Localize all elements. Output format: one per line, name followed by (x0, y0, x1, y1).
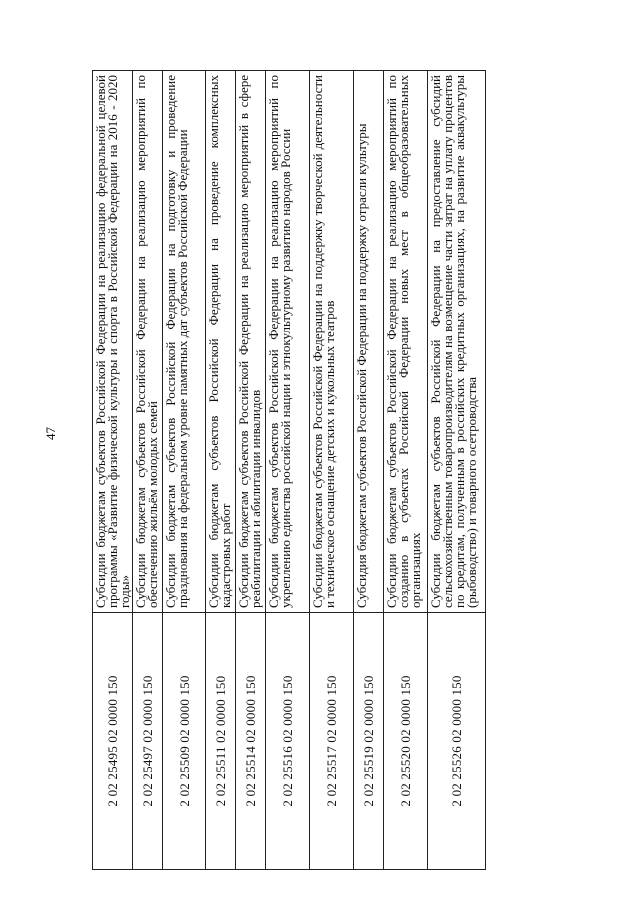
budget-code-cell: 2 02 25517 02 0000 150 (310, 613, 354, 870)
description-cell: Субсидия бюджетам субъектов Российской Федерации на поддержку отрасли культуры (354, 71, 384, 613)
table-row (163, 71, 206, 870)
budget-code-cell: 2 02 25520 02 0000 150 (384, 613, 428, 870)
description-cell: Субсидии бюджетам субъектов Российской Федерации на проведение комплексных кадастровых работ (206, 71, 236, 613)
description-cell: Субсидии бюджетам субъектов Российской Федерации на реализацию мероприятий по созданию в субъектах Российской Федерации новых мест в общеобразовательных организациях (384, 71, 428, 613)
budget-code-cell: 2 02 25511 02 0000 150 (206, 613, 236, 870)
table-row (354, 71, 384, 870)
table-row (93, 71, 133, 870)
table-row (428, 71, 486, 870)
table-row (206, 71, 236, 870)
budget-code-cell: 2 02 25497 02 0000 150 (133, 613, 163, 870)
description-cell: Субсидии бюджетам субъектов Российской Федерации на реализацию мероприятий в сфере реабилитации и абилитации инвалидов (236, 71, 266, 613)
budget-code-cell: 2 02 25509 02 0000 150 (163, 613, 206, 870)
description-cell: Субсидии бюджетам субъектов Российской Федерации на подготовку и проведение празднования на федеральном уровне памятных дат субъектов Российской Федерации (163, 71, 206, 613)
description-cell: Субсидии бюджетам субъектов Российской Федерации на предоставление субсидий сельскохозяйственным товаропроизводителям на возмещение части затрат на уплату процентов по кредитам, полученным в российских кредитных организациях, на развитие аквакультуры (рыбоводство) и товарного осетроводства (428, 71, 486, 613)
table-row (236, 71, 266, 870)
table-row (384, 71, 428, 870)
page-number: 47 (43, 427, 58, 440)
description-cell: Субсидии бюджетам субъектов Российской Федерации на реализацию федеральной целевой программы «Развитие физической культуры и спорта в Российской Федерации на 2016 - 2020 годы» (93, 71, 133, 613)
budget-code-cell: 2 02 25526 02 0000 150 (428, 613, 486, 870)
table-row (133, 71, 163, 870)
description-cell: Субсидии бюджетам субъектов Российской Федерации на реализацию мероприятий по обеспечению жильём молодых семей (133, 71, 163, 613)
description-cell: Субсидии бюджетам субъектов Российской Федерации на поддержку творческой деятельности и техническое оснащение детских и кукольных театров (310, 71, 354, 613)
table-row (266, 71, 310, 870)
table-row (310, 71, 354, 870)
budget-code-cell: 2 02 25519 02 0000 150 (354, 613, 384, 870)
description-cell: Субсидии бюджетам субъектов Российской Федерации на реализацию мероприятий по укреплению единства российской нации и этнокультурному развитию народов России (266, 71, 310, 613)
budget-code-cell: 2 02 25495 02 0000 150 (93, 613, 133, 870)
budget-code-cell: 2 02 25514 02 0000 150 (236, 613, 266, 870)
budget-code-table (92, 70, 486, 870)
budget-code-cell: 2 02 25516 02 0000 150 (266, 613, 310, 870)
